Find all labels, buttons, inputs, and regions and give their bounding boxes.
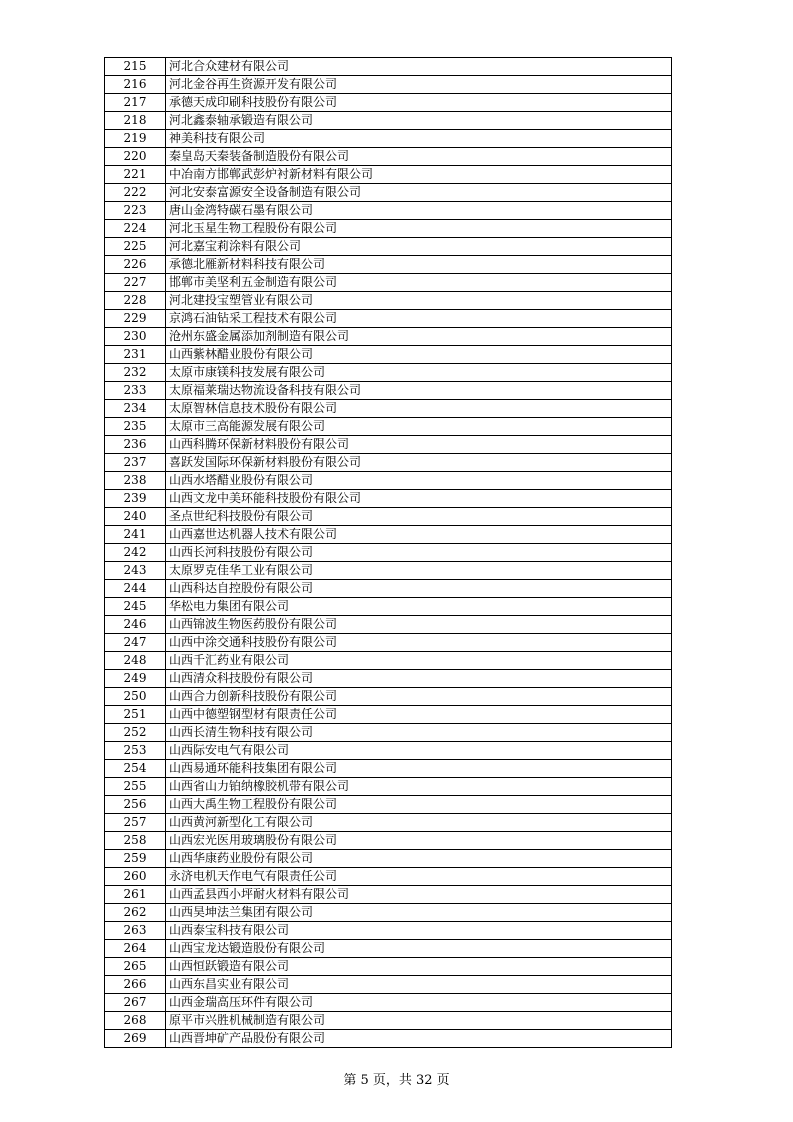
company-name-cell: 唐山金湾特碳石墨有限公司 [166,202,672,220]
company-name-cell: 山西宏光医用玻璃股份有限公司 [166,832,672,850]
table-row [105,400,672,418]
table-row [105,760,672,778]
company-name-cell: 山西泰宝科技有限公司 [166,922,672,940]
row-number-cell: 256 [105,796,166,814]
row-number-cell: 229 [105,310,166,328]
row-number-cell: 237 [105,454,166,472]
row-number-cell: 244 [105,580,166,598]
company-name-cell: 河北金谷再生资源开发有限公司 [166,76,672,94]
company-name-cell: 河北合众建材有限公司 [166,58,672,76]
row-number-cell: 251 [105,706,166,724]
row-number-cell: 239 [105,490,166,508]
row-number-cell: 221 [105,166,166,184]
table-row [105,202,672,220]
table-row [105,670,672,688]
company-name-cell: 山西紫林醋业股份有限公司 [166,346,672,364]
company-name-cell: 山西长河科技股份有限公司 [166,544,672,562]
row-number-cell: 216 [105,76,166,94]
row-number-cell: 246 [105,616,166,634]
row-number-cell: 225 [105,238,166,256]
row-number-cell: 217 [105,94,166,112]
table-row [105,148,672,166]
table-row [105,166,672,184]
company-name-cell: 山西中涂交通科技股份有限公司 [166,634,672,652]
company-name-cell: 神美科技有限公司 [166,130,672,148]
company-name-cell: 京鸿石油钻采工程技术有限公司 [166,310,672,328]
table-row [105,76,672,94]
table-row [105,508,672,526]
company-name-cell: 邯郸市美坚利五金制造有限公司 [166,274,672,292]
company-name-cell: 山西际安电气有限公司 [166,742,672,760]
row-number-cell: 267 [105,994,166,1012]
row-number-cell: 224 [105,220,166,238]
company-name-cell: 山西清众科技股份有限公司 [166,670,672,688]
row-number-cell: 252 [105,724,166,742]
company-name-cell: 中冶南方邯郸武彭炉衬新材料有限公司 [166,166,672,184]
company-name-cell: 河北安泰富源安全设备制造有限公司 [166,184,672,202]
table-row [105,184,672,202]
table-row [105,346,672,364]
row-number-cell: 261 [105,886,166,904]
table-row [105,472,672,490]
row-number-cell: 250 [105,688,166,706]
row-number-cell: 215 [105,58,166,76]
row-number-cell: 268 [105,1012,166,1030]
row-number-cell: 249 [105,670,166,688]
table-row [105,562,672,580]
table-row [105,904,672,922]
row-number-cell: 236 [105,436,166,454]
table-row [105,778,672,796]
table-row [105,940,672,958]
page-footer: 第 5 页，共 32 页 [343,1073,450,1088]
row-number-cell: 226 [105,256,166,274]
table-row [105,706,672,724]
table-row [105,598,672,616]
table-row [105,274,672,292]
table-row [105,94,672,112]
company-name-cell: 山西科腾环保新材料股份有限公司 [166,436,672,454]
table-row [105,868,672,886]
table-row [105,1012,672,1030]
table-row [105,454,672,472]
row-number-cell: 233 [105,382,166,400]
row-number-cell: 220 [105,148,166,166]
row-number-cell: 254 [105,760,166,778]
row-number-cell: 257 [105,814,166,832]
table-row [105,922,672,940]
table-row [105,382,672,400]
row-number-cell: 235 [105,418,166,436]
table-row [105,724,672,742]
row-number-cell: 265 [105,958,166,976]
company-name-cell: 太原市三高能源发展有限公司 [166,418,672,436]
table-row [105,742,672,760]
row-number-cell: 231 [105,346,166,364]
company-name-cell: 山西华康药业股份有限公司 [166,850,672,868]
row-number-cell: 269 [105,1030,166,1048]
table-row [105,634,672,652]
company-name-cell: 原平市兴胜机械制造有限公司 [166,1012,672,1030]
company-name-cell: 河北嘉宝莉涂料有限公司 [166,238,672,256]
table-row [105,328,672,346]
row-number-cell: 222 [105,184,166,202]
company-name-cell: 太原罗克佳华工业有限公司 [166,562,672,580]
company-name-cell: 喜跃发国际环保新材料股份有限公司 [166,454,672,472]
table-row [105,112,672,130]
company-name-cell: 沧州东盛金属添加剂制造有限公司 [166,328,672,346]
row-number-cell: 263 [105,922,166,940]
row-number-cell: 227 [105,274,166,292]
row-number-cell: 238 [105,472,166,490]
company-name-cell: 太原智林信息技术股份有限公司 [166,400,672,418]
company-name-cell: 承德天成印刷科技股份有限公司 [166,94,672,112]
company-name-cell: 山西中德塑钢型材有限责任公司 [166,706,672,724]
row-number-cell: 255 [105,778,166,796]
table-row [105,526,672,544]
company-name-cell: 华松电力集团有限公司 [166,598,672,616]
table-row [105,814,672,832]
row-number-cell: 245 [105,598,166,616]
company-name-cell: 山西水塔醋业股份有限公司 [166,472,672,490]
table-row [105,220,672,238]
table-row [105,544,672,562]
row-number-cell: 218 [105,112,166,130]
table-row [105,616,672,634]
company-name-cell: 山西长清生物科技有限公司 [166,724,672,742]
company-name-cell: 山西千汇药业有限公司 [166,652,672,670]
table-row [105,796,672,814]
row-number-cell: 247 [105,634,166,652]
table-row [105,418,672,436]
company-name-cell: 山西黄河新型化工有限公司 [166,814,672,832]
table-row [105,58,672,76]
table-row [105,886,672,904]
company-name-cell: 太原福莱瑞达物流设备科技有限公司 [166,382,672,400]
company-name-cell: 圣点世纪科技股份有限公司 [166,508,672,526]
table-row [105,490,672,508]
company-name-cell: 太原市康镁科技发展有限公司 [166,364,672,382]
row-number-cell: 243 [105,562,166,580]
company-name-cell: 河北建投宝塑管业有限公司 [166,292,672,310]
company-name-cell: 山西昊坤法兰集团有限公司 [166,904,672,922]
row-number-cell: 266 [105,976,166,994]
company-name-cell: 河北鑫泰轴承锻造有限公司 [166,112,672,130]
company-name-cell: 永济电机天作电气有限责任公司 [166,868,672,886]
company-list-table [104,57,672,1048]
company-name-cell: 山西锦波生物医药股份有限公司 [166,616,672,634]
company-name-cell: 山西易通环能科技集团有限公司 [166,760,672,778]
table-row [105,292,672,310]
row-number-cell: 248 [105,652,166,670]
row-number-cell: 258 [105,832,166,850]
company-name-cell: 山西宝龙达锻造股份有限公司 [166,940,672,958]
company-name-cell: 河北玉星生物工程股份有限公司 [166,220,672,238]
table-row [105,436,672,454]
table-row [105,688,672,706]
table-row [105,1030,672,1048]
row-number-cell: 260 [105,868,166,886]
company-name-cell: 山西合力创新科技股份有限公司 [166,688,672,706]
company-name-cell: 山西大禹生物工程股份有限公司 [166,796,672,814]
table-row [105,976,672,994]
row-number-cell: 230 [105,328,166,346]
row-number-cell: 264 [105,940,166,958]
table-row [105,832,672,850]
row-number-cell: 242 [105,544,166,562]
row-number-cell: 259 [105,850,166,868]
company-name-cell: 秦皇岛天秦装备制造股份有限公司 [166,148,672,166]
company-name-cell: 承德北雁新材料科技有限公司 [166,256,672,274]
company-name-cell: 山西文龙中美环能科技股份有限公司 [166,490,672,508]
company-name-cell: 山西嘉世达机器人技术有限公司 [166,526,672,544]
table-row [105,994,672,1012]
company-name-cell: 山西东昌实业有限公司 [166,976,672,994]
table-row [105,364,672,382]
table-row [105,958,672,976]
row-number-cell: 240 [105,508,166,526]
row-number-cell: 228 [105,292,166,310]
company-name-cell: 山西晋坤矿产品股份有限公司 [166,1030,672,1048]
company-name-cell: 山西省山力铂纳橡胶机带有限公司 [166,778,672,796]
table-row [105,850,672,868]
company-name-cell: 山西科达自控股份有限公司 [166,580,672,598]
row-number-cell: 232 [105,364,166,382]
row-number-cell: 253 [105,742,166,760]
row-number-cell: 219 [105,130,166,148]
row-number-cell: 262 [105,904,166,922]
company-name-cell: 山西恒跃锻造有限公司 [166,958,672,976]
company-name-cell: 山西孟县西小坪耐火材料有限公司 [166,886,672,904]
row-number-cell: 241 [105,526,166,544]
table-row [105,652,672,670]
table-body [105,58,672,1048]
row-number-cell: 223 [105,202,166,220]
table-row [105,256,672,274]
company-name-cell: 山西金瑞高压环件有限公司 [166,994,672,1012]
table-row [105,580,672,598]
table-row [105,310,672,328]
table-row [105,238,672,256]
table-row [105,130,672,148]
row-number-cell: 234 [105,400,166,418]
